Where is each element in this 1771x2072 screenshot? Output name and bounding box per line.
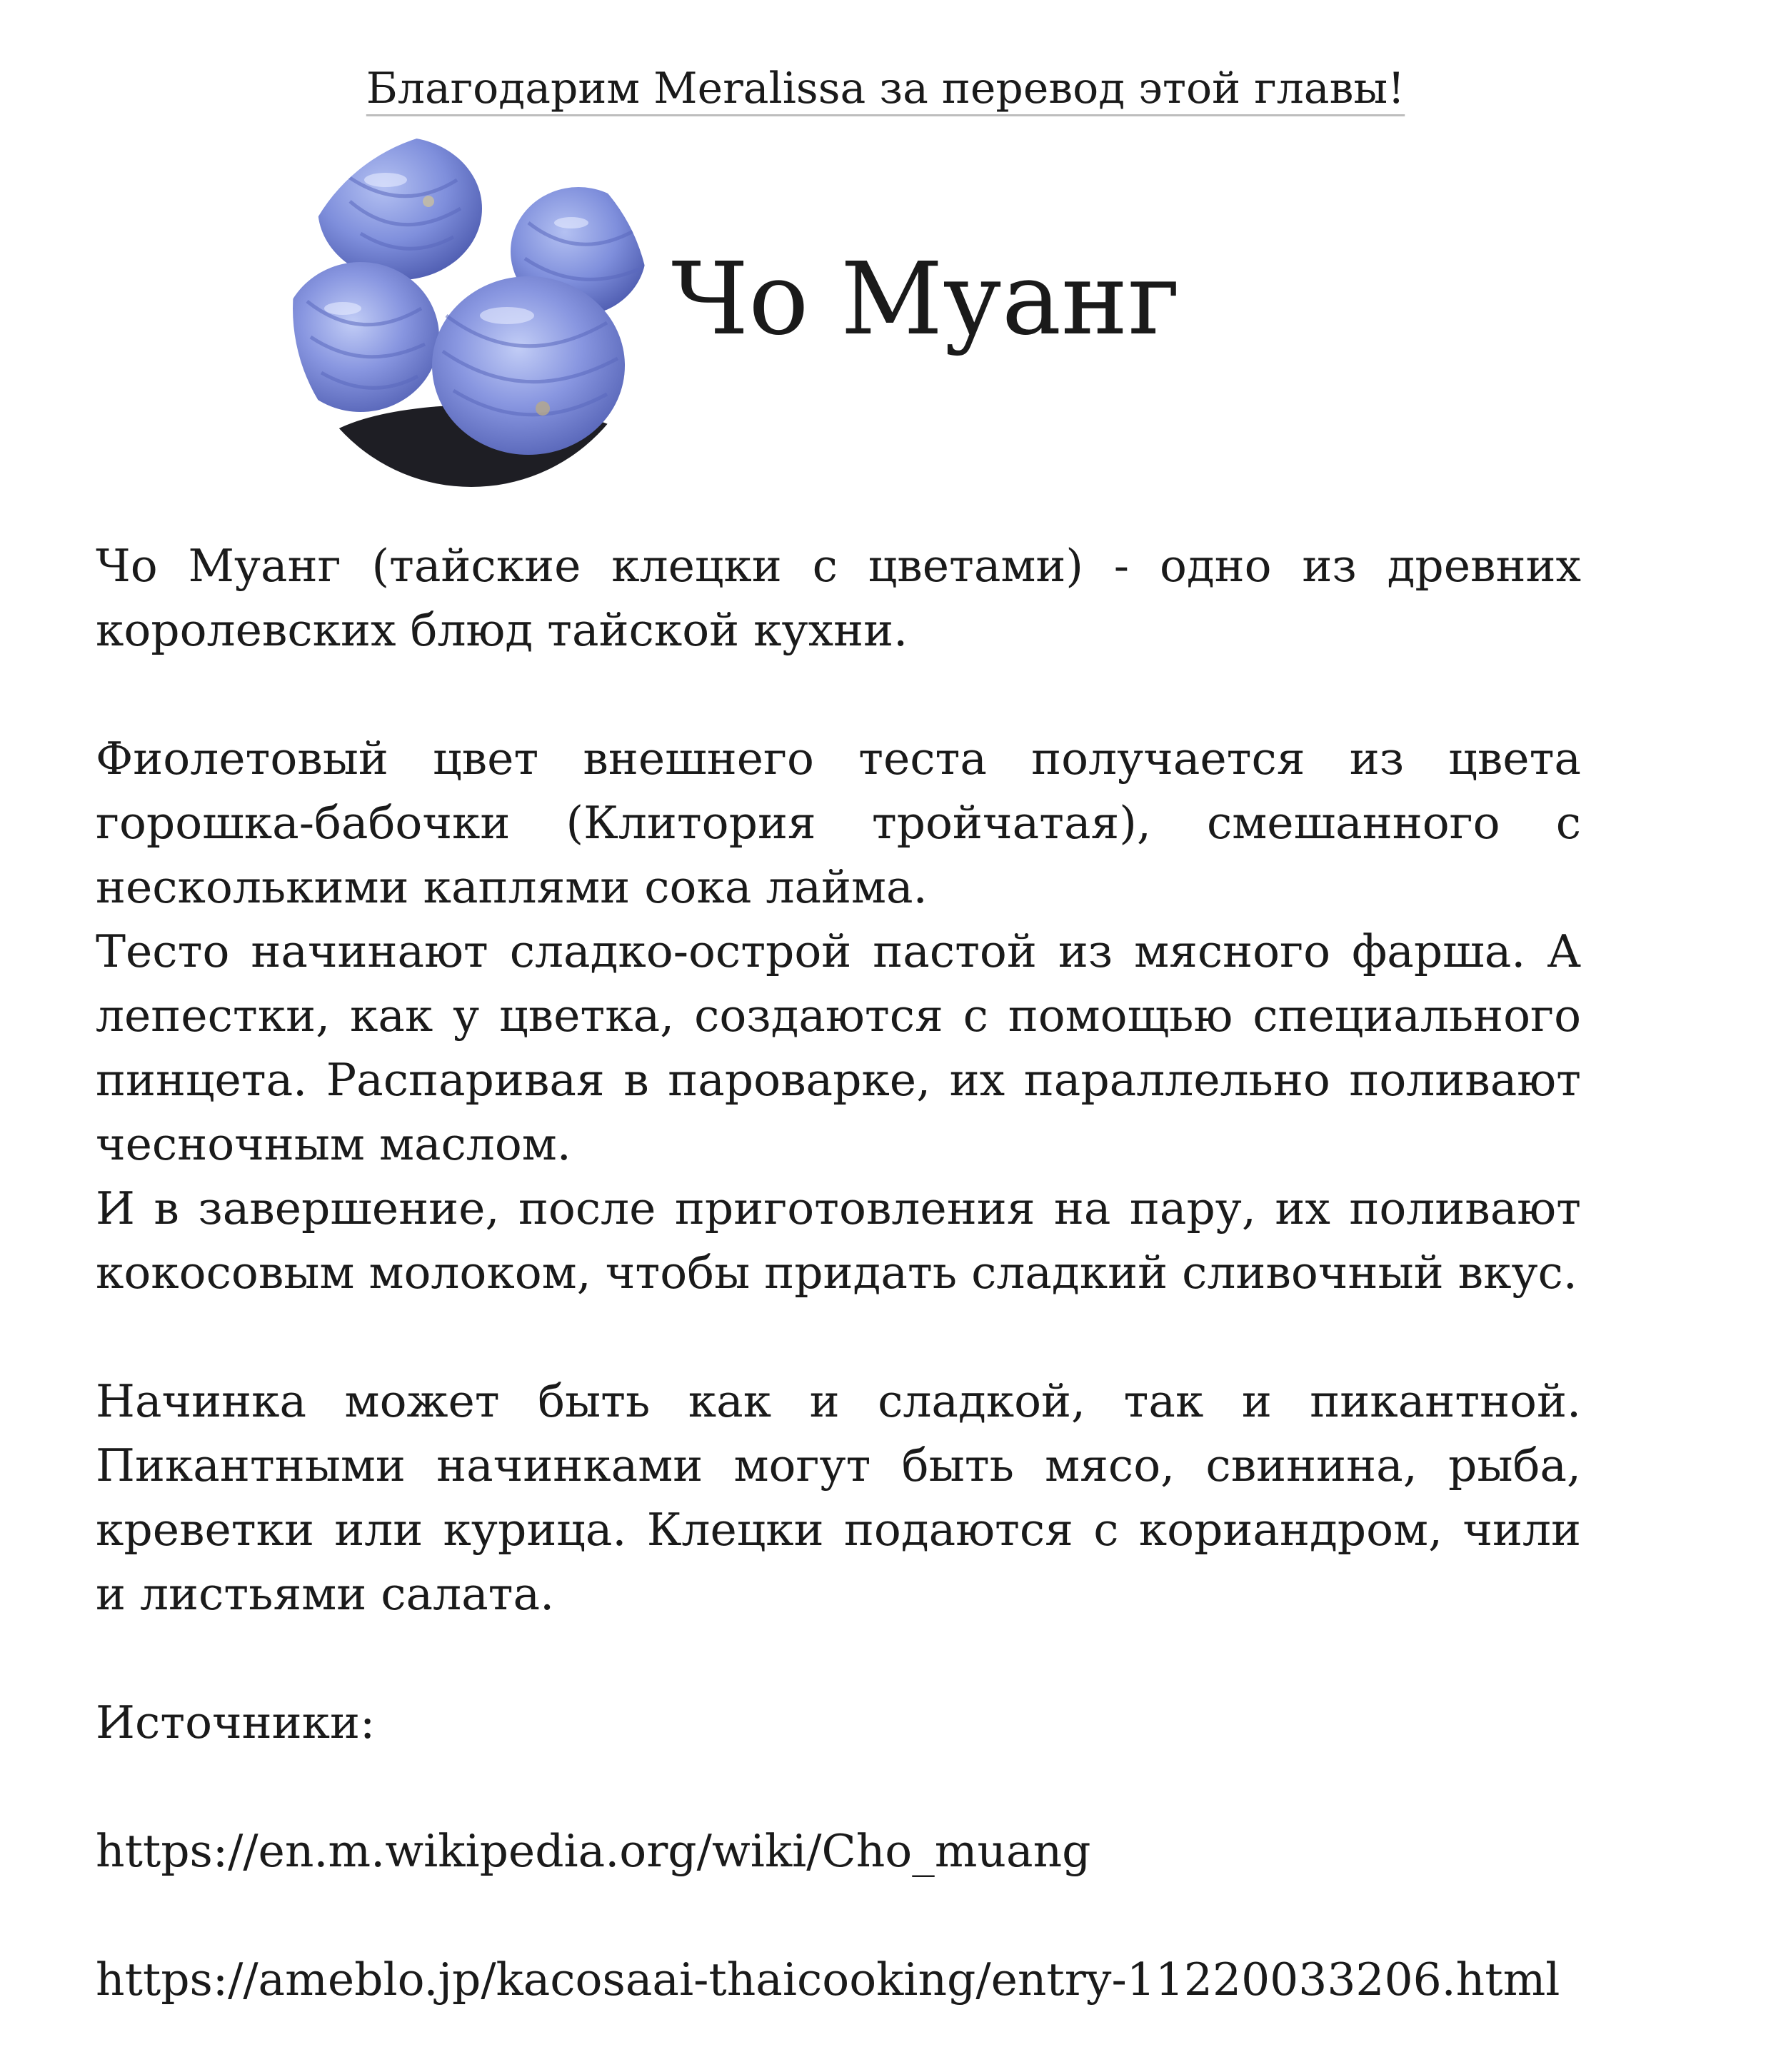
paragraph-fillings: Начинка может быть как и сладкой, так и пикантной. Пикантными начинками могут быть мясо, свинина, рыба, креветки или курица. Клецки подаются с кориандром, чили и листьями салата. [96, 1375, 1581, 1620]
paragraph-finish: И в завершение, после приготовления на пару, их поливают кокосовым молоком, чтобы придать сладкий сливочный вкус. [96, 1182, 1581, 1299]
sources-label: Источники: [96, 1696, 376, 1749]
paragraph-intro: Чо Муанг (тайские клецки с цветами) - одно из древних королевских блюд тайской кухни. [96, 540, 1581, 656]
blue-flower-dumplings-photo [293, 130, 650, 487]
paragraph-color: Фиолетовый цвет внешнего теста получается из цвета горошка-бабочки (Клитория тройчатая), смешанного с несколькими каплями сока лайма. [96, 733, 1581, 913]
source-link-ameblo[interactable]: https://ameblo.jp/kacosaai-thaicooking/entry-11220033206.html [96, 1953, 1560, 2006]
dish-photo [293, 130, 650, 487]
paragraph-filling-process: Тесто начинают сладко-острой пастой из мясного фарша. А лепестки, как у цветка, создаются с помощью специального пинцета. Распаривая в пароварке, их параллельно поливают чесночным маслом. [96, 925, 1581, 1170]
page-title: Чо Муанг [671, 241, 1180, 358]
translator-credit [0, 60, 1771, 117]
article-body [96, 534, 1581, 2012]
translator-credit-text: Благодарим Meralissa за перевод этой главы! [366, 64, 1405, 114]
dumpling-shape [432, 276, 625, 455]
source-link-wikipedia[interactable]: https://en.m.wikipedia.org/wiki/Cho_muang [96, 1825, 1091, 1877]
